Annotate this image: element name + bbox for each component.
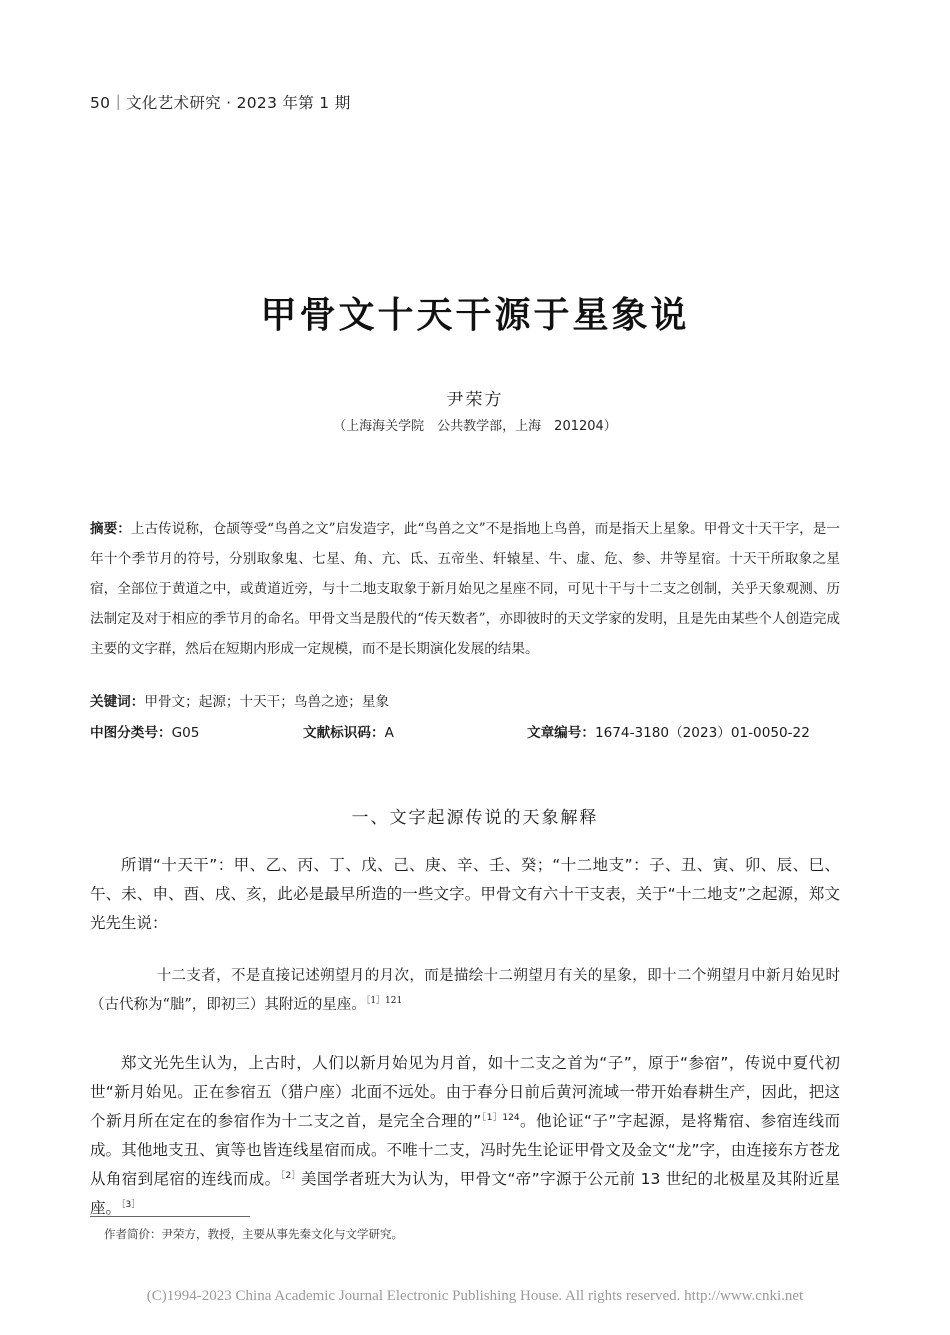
quote-citation: ［1］121 <box>365 996 403 1007</box>
body-paragraph-1 <box>90 851 840 938</box>
doc-label: 文献标识码： <box>303 725 385 741</box>
citation-3: ［3］ <box>121 1199 141 1210</box>
block-quote <box>90 962 840 1020</box>
body-paragraph-2 <box>90 1049 840 1223</box>
section-heading: 一、文字起源传说的天象解释 <box>351 808 599 828</box>
paragraph-text-c: 美国学者班大为认为，甲骨文“帝”字源于公元前 13 世纪的北极星及其附近星座。 <box>90 1170 840 1217</box>
clc-value: G05 <box>171 725 200 741</box>
quote-text: 十二支者，不是直接记述朔望月的月次，而是描绘十二朔望月有关的星象，即十二个朔望月中新月始见时（古代称为“朏”，即初三）其附近的星座。 <box>90 968 840 1013</box>
copyright-watermark: (C)1994-2023 China Academic Journal Electronic Publishing House. All rights reserved. http://www.cnki.net <box>146 1288 804 1304</box>
article-value: 1674-3180（2023）01-0050-22 <box>594 725 810 741</box>
article-label: 文章编号： <box>527 725 595 741</box>
keywords-text: 甲骨文；起源；十天干；鸟兽之迹；星象 <box>144 694 390 710</box>
author-footnote: 作者简价：尹荣方，教授，主要从事先秦文化与文学研究。 <box>104 1227 403 1241</box>
doc-value: A <box>384 725 394 741</box>
author-name: 尹荣方 <box>446 390 504 410</box>
citation-1: ［1］124 <box>481 1112 520 1123</box>
document-code <box>303 721 394 741</box>
abstract-label: 摘要： <box>90 521 131 537</box>
abstract <box>90 514 840 664</box>
clc-label: 中图分类号： <box>90 725 172 741</box>
author-affiliation: （上海海关学院 公共教学部，上海 201204） <box>333 419 617 434</box>
running-head: 50｜文化艺术研究 · 2023 年第 1 期 <box>90 94 351 112</box>
keywords-label: 关键词： <box>90 694 145 710</box>
abstract-text: 上古传说称，仓颉等受“鸟兽之文”启发造字，此“鸟兽之文”不是指地上鸟兽，而是指天上星象。甲骨文十天干字，是一年十个季节月的符号，分别取象鬼、七星、角、亢、氐、五帝坐、轩辕星、牛、虚、危、参、井等星宿。十天干所取象之星宿，全部位于黄道之中，或黄道近旁，与十二地支取象于新月始见之星座不同，可见十干与十二支之创制，关乎天象观测、历法制定及对于相应的季节月的命名。甲骨文当是殷代的“传天数者”，亦即彼时的天文学家的发明，且是先由某些个人创造完成主要的文字群，然后在短期内形成一定规模，而不是长期演化发展的结果。 <box>90 521 840 657</box>
paragraph-text-b: 。他论证“子”字起源，是将觜宿、参宿连线而成。其他地支丑、寅等也皆连线星宿而成。不唯十二支，冯时先生论证甲骨文及金文“龙”字，由连接东方苍龙从角宿到尾宿的连线而成。 <box>90 1112 840 1188</box>
keywords <box>90 690 389 710</box>
paragraph-text: 所谓“十天干”：甲、乙、丙、丁、戊、己、庚、辛、壬、癸；“十二地支”：子、丑、寅、卯、辰、巳、午、未、申、酉、戌、亥，此必是最早所造的一些文字。甲骨文有六十干支表，关于“十二地支”之起源，郑文光先生说： <box>90 856 840 932</box>
clc-code <box>90 721 199 741</box>
article-number <box>527 721 810 741</box>
citation-2: ［2］ <box>280 1170 301 1181</box>
footnote-divider <box>90 1216 250 1217</box>
article-title: 甲骨文十天干源于星象说 <box>260 295 690 336</box>
paragraph-text-a: 郑文光先生认为，上古时，人们以新月始见为月首，如十二支之首为“子”，原于“参宿”，传说中夏代初世“新月始见。正在参宿五（猎户座）北面不远处。由于春分日前后黄河流域一带开始春耕生产，因此，把这个新月所在定在的参宿作为十二支之首，是完全合理的” <box>90 1054 840 1130</box>
